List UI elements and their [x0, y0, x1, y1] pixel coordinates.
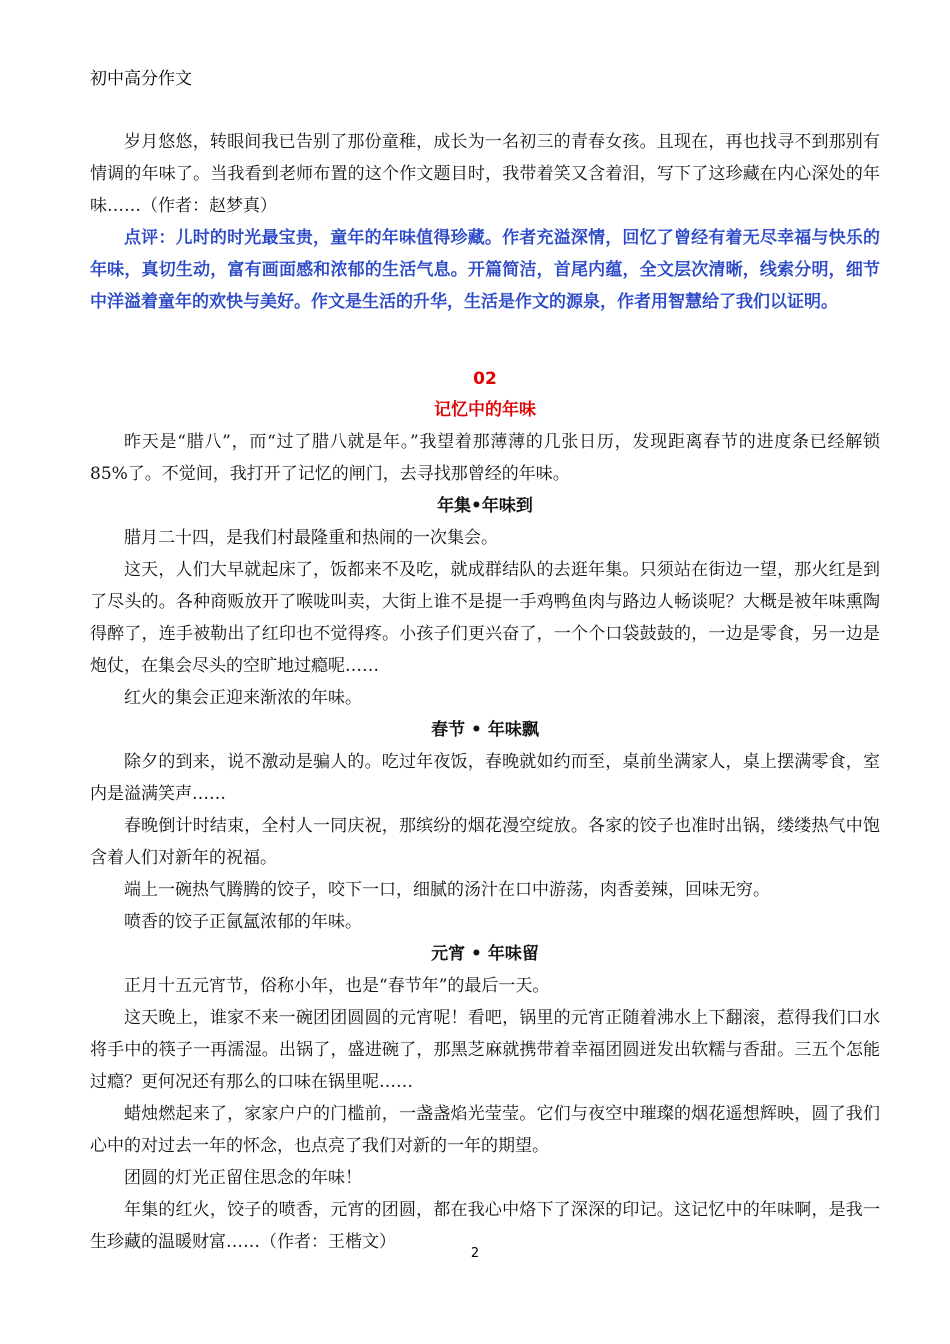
- section-paragraph: 这天，人们大早就起床了，饭都来不及吃，就成群结队的去逛年集。只须站在街边一望，那火红是到了尽头的。各种商贩放开了喉咙叫卖，大街上谁不是提一手鸡鸭鱼肉与路边人畅谈呢？大概是被年味熏陶得醉了，连手被勒出了红印也不觉得疼。小孩子们更兴奋了，一个个口袋鼓鼓的，一边是零食，另一边是炮仗，在集会尽头的空旷地过瘾呢……: [90, 560, 880, 676]
- intro-comment: 点评：儿时的时光最宝贵，童年的年味值得珍藏。作者充溢深情，回忆了曾经有着无尽幸福与快乐的年味，真切生动，富有画面感和浓郁的生活气息。开篇简洁，首尾内蕴，全文层次清晰，线索分明，细节中洋溢着童年的欢快与美好。作文是生活的升华，生活是作文的源泉，作者用智慧给了我们以证明。: [90, 228, 880, 312]
- section-paragraph: 端上一碗热气腾腾的饺子，咬下一口，细腻的汤汁在口中游荡，肉香姜辣，回味无穷。: [124, 880, 770, 900]
- section-heading: 春节 • 年味飘: [431, 720, 539, 740]
- page-content: [90, 126, 880, 1258]
- section-paragraph: 喷香的饺子正氤氲浓郁的年味。: [124, 912, 362, 932]
- section-paragraph: 除夕的到来，说不激动是骗人的。吃过年夜饭，春晚就如约而至，桌前坐满家人，桌上摆满零食，室内是溢满笑声……: [90, 752, 880, 804]
- page-number: 2: [470, 1246, 480, 1261]
- section-paragraph: 年集的红火，饺子的喷香，元宵的团圆，都在我心中烙下了深深的印记。这记忆中的年味啊，是我一生珍藏的温暖财富……（作者：王楷文）: [90, 1200, 880, 1252]
- section-paragraph: 蜡烛燃起来了，家家户户的门槛前，一盏盏焰光莹莹。它们与夜空中璀璨的烟花遥想辉映，圆了我们心中的对过去一年的怀念，也点亮了我们对新的一年的期望。: [90, 1104, 880, 1156]
- essay-number: 02: [473, 369, 497, 389]
- section-paragraph: 红火的集会正迎来渐浓的年味。: [124, 688, 362, 708]
- section-heading: 年集•年味到: [437, 496, 533, 516]
- section-paragraph: 这天晚上，谁家不来一碗团团圆圆的元宵呢！看吧，锅里的元宵正随着沸水上下翻滚，惹得我们口水将手中的筷子一再濡湿。出锅了，盛进碗了，那黑芝麻就携带着幸福团圆迸发出软糯与香甜。三五个怎能过瘾？更何况还有那么的口味在锅里呢……: [90, 1008, 880, 1092]
- section-paragraph: 正月十五元宵节，俗称小年，也是“春节年”的最后一天。: [124, 976, 550, 996]
- page-header-title: 初中高分作文: [90, 69, 192, 89]
- section-paragraph: 腊月二十四，是我们村最隆重和热闹的一次集会。: [124, 528, 498, 548]
- essay-title: 记忆中的年味: [434, 400, 536, 420]
- section-paragraph: 团圆的灯光正留住思念的年味！: [124, 1168, 362, 1188]
- section-heading: 元宵 • 年味留: [431, 944, 539, 964]
- intro-paragraph: 岁月悠悠，转眼间我已告别了那份童稚，成长为一名初三的青春女孩。且现在，再也找寻不到那别有情调的年味了。当我看到老师布置的这个作文题目时，我带着笑又含着泪，写下了这珍藏在内心深处的年味……（作者：赵梦真）: [90, 132, 880, 216]
- section-paragraph: 春晚倒计时结束，全村人一同庆祝，那缤纷的烟花漫空绽放。各家的饺子也准时出锅，缕缕热气中饱含着人们对新年的祝福。: [90, 816, 880, 868]
- essay-opening: 昨天是“腊八”，而“过了腊八就是年。”我望着那薄薄的几张日历，发现距离春节的进度条已经解锁85%了。不觉间，我打开了记忆的闸门，去寻找那曾经的年味。: [90, 432, 880, 484]
